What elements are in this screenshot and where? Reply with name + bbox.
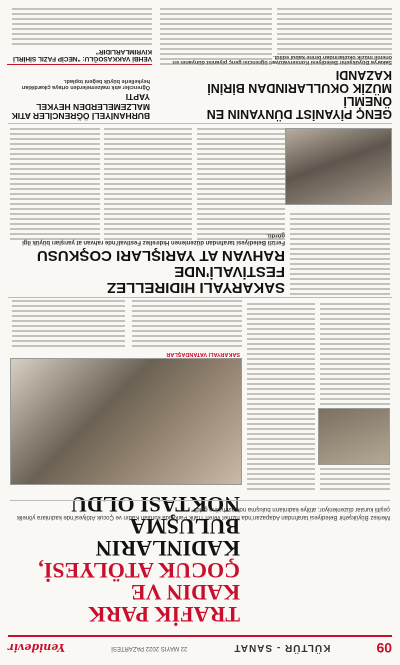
text-column: [10, 125, 100, 240]
text-column: [247, 300, 315, 490]
side-photo: [318, 408, 390, 465]
divider: [8, 123, 392, 124]
section-title: KÜLTÜR - SANAT: [233, 642, 331, 654]
text-column: [104, 125, 192, 240]
side-headline: [10, 78, 150, 120]
text-column: [277, 7, 392, 65]
newspaper-logo: Yenidevir: [8, 641, 66, 655]
text-column: [132, 299, 242, 347]
side-headline-line2: MALZEMELERDEN HEYKEL YAPTI: [36, 92, 150, 112]
main-story-lead: Merkez Büyükşehir Belediyesi tarafından Adapazarı'nda hizmet veren Trafik Parkı'nda kurulan Kadın ve Çocuk Atölyesi'nde kadınlara yönelik çeşitli kurslar düzenleniyor; atölye kadınların buluşma noktası haline geldi.: [10, 500, 390, 520]
main-story-photo: [10, 358, 242, 485]
festival-headline-line1: SAKARYALI HIDIRELLEZ FESTİVALİ'NDE: [106, 263, 285, 296]
main-headline-line1: TRAFİK PARK KADIN VE: [88, 580, 240, 627]
music-headline-line2: MÜZİK OKULLARINDAN BİRİNİ KAZANDI: [207, 67, 392, 95]
festival-headline: [10, 232, 285, 295]
page-header: [8, 635, 392, 659]
divider: [8, 297, 392, 298]
box-story: [7, 6, 152, 65]
page-number: 09: [376, 640, 392, 656]
side-headline-line1: BURHANİYELİ ÖĞRENCİLER ATIK: [11, 111, 150, 121]
festival-photo: [285, 128, 392, 205]
main-headline-line3: KADINLARIN BULUŞMA: [95, 514, 240, 561]
text-column: [160, 7, 272, 65]
main-headline-line4: NOKTASI OLDU: [71, 492, 240, 517]
text-column: [197, 125, 285, 240]
box-headline: VEHBİ VAKKASOĞLU: "NECİP FAZIL SİHİRLİ KIVRIMLARLIDIR": [13, 48, 152, 62]
music-headline-line1: GENÇ PİYANİST DÜNYANIN EN ÖNEMLİ: [206, 93, 392, 121]
side-subhead: Öğrenciler atık malzemelerden ortaya çıkardıkları heykellerle büyük beğeni topladı.: [21, 77, 150, 90]
music-lead: Sakarya Büyükşehir Belediyesi Konservatuvarı öğrencisi genç piyanist dünyanın en önemli müzik okullarından birine kabul edildi.: [172, 53, 392, 66]
text-column: [290, 210, 390, 295]
festival-subhead: Ferizli Belediyesi tarafından düzenlenen Hıdırellez Festivali'nde rahvan at yarışları büyük ilgi gördü.: [22, 232, 285, 245]
text-column: [12, 5, 152, 45]
issue-date: 22 MAYIS 2022 PAZARTESİ: [111, 645, 188, 651]
main-headline-line2: ÇOCUK ATÖLYESİ,: [38, 558, 240, 583]
photo-caption: SAKARYALI VATANDAŞLAR: [166, 351, 240, 357]
festival-headline-line2: RAHVAN AT YARIŞLARI COŞKUSU: [36, 247, 285, 265]
text-column: [12, 299, 125, 347]
